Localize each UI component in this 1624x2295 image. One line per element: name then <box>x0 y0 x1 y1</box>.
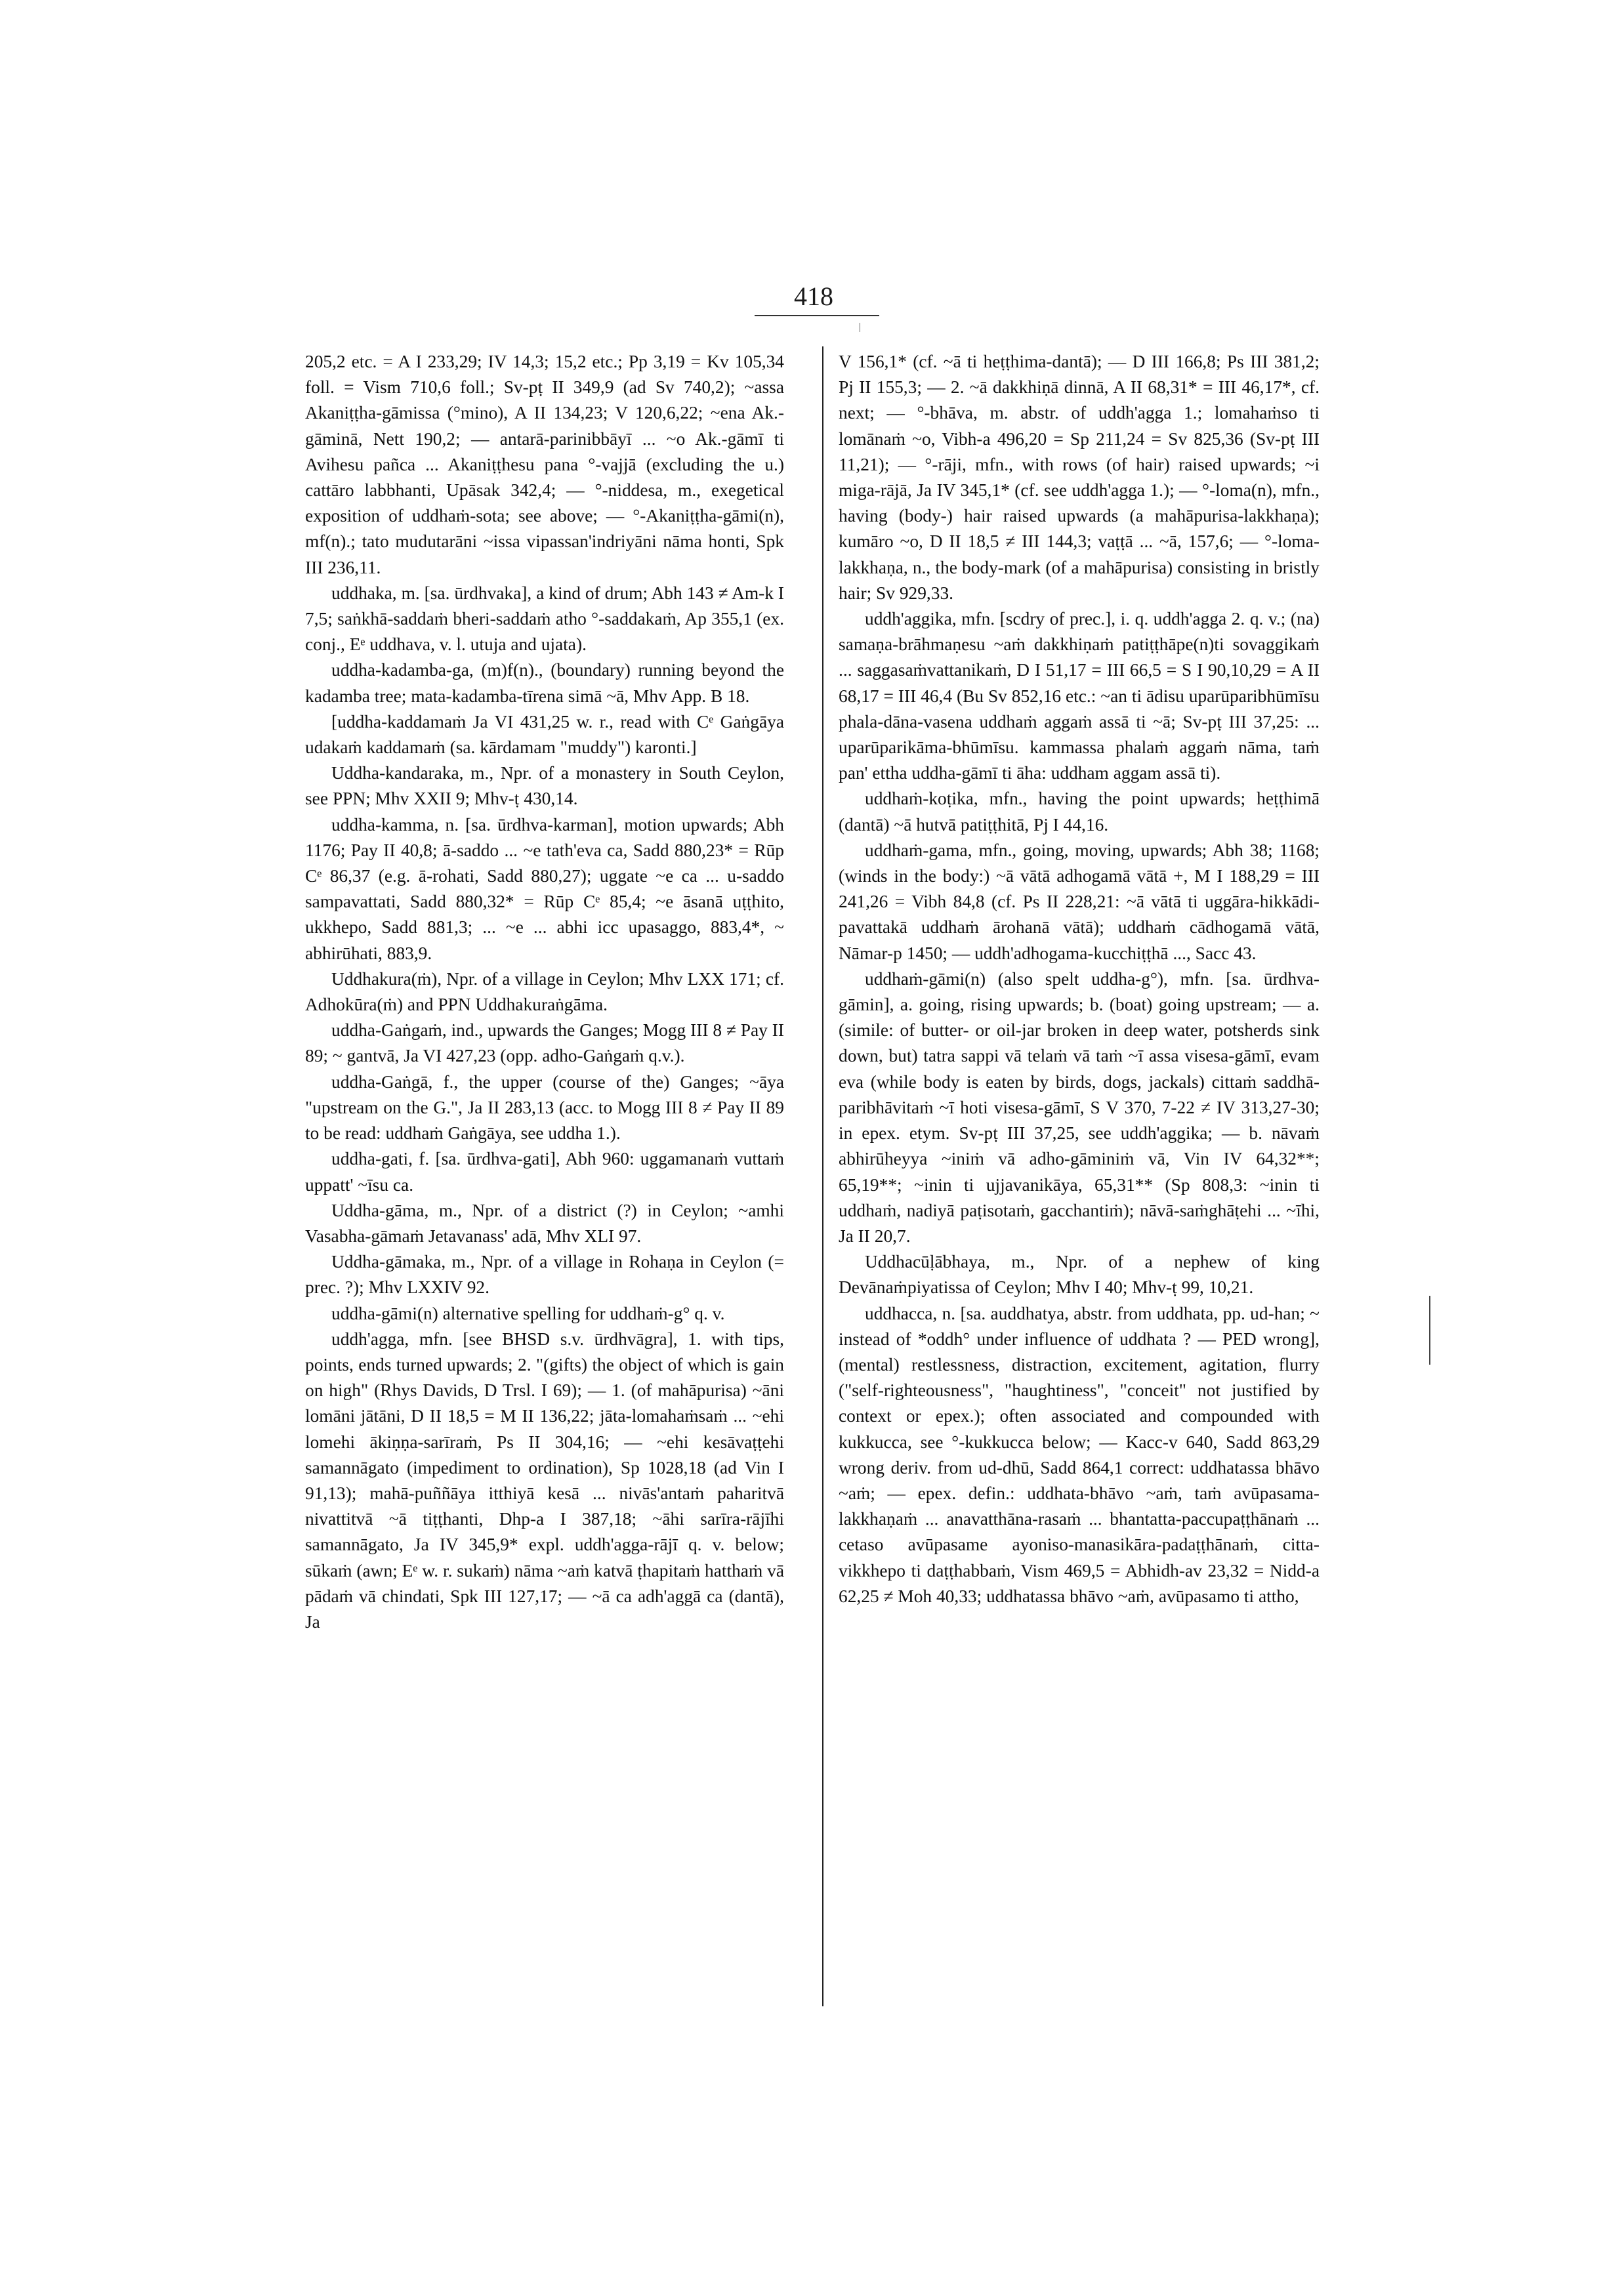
dictionary-entry: Uddhakura(ṁ), Npr. of a village in Ceylon; Mhv LXX 171; cf. Adhokūra(ṁ) and PPN Uddhakuraṅgāma. <box>305 968 784 1015</box>
dictionary-entry: uddhaṁ-gama, mfn., going, moving, upwards; Abh 38; 1168; (winds in the body:) ~ā vātā adhogamā vātā +, M I 188,29 = III 241,26 = Vibh 84,8 (cf. Ps II 228,21: ~ā vātā ti uggāra-hikkādi-pavattakā uddhaṁ ārohanā vātā); uddhaṁ cādhogamā vātā, Nāmar-p 1450; — uddh'adhogama-kucchiṭṭhā ..., Sacc 43. <box>839 840 1320 963</box>
dictionary-entry: 205,2 etc. = A I 233,29; IV 14,3; 15,2 etc.; Pp 3,19 = Kv 105,34 foll. = Vism 710,6 foll.; Sv-pṭ II 349,9 (ad Sv 740,2); ~assa Akaniṭṭha-gāmissa (°mino), A II 134,23; V 120,6,22; ~ena Ak.-gāminā, Nett 190,2; — antarā-parinibbāyī ... ~o Ak.-gāmī ti Avihesu pañca ... Akaniṭṭhesu pana °-vajjā (excluding the u.) cattāro labbhanti, Upāsak 342,4; — °-niddesa, m., exegetical exposition of uddhaṁ-sota; see above; — °-Akaniṭṭha-gāmi(n), mf(n).; tato mudutarāni ~issa vipassan'indriyāni nāma honti, Spk III 236,11. <box>305 352 784 577</box>
dictionary-entry: uddh'aggika, mfn. [scdry of prec.], i. q. uddh'agga 2. q. v.; (na) samaṇa-brāhmaṇesu ~aṁ dakkhiṇaṁ patiṭṭhāpe(n)ti sovaggikaṁ ... saggasaṁvattanikaṁ, D I 51,17 = III 66,5 = S I 90,10,29 = A II 68,17 = III 46,4 (Bu Sv 852,16 etc.: ~an ti ādisu uparūparibhūmīsu phala-dāna-vasena uddhaṁ aggaṁ assā ti ~ā; Sv-pṭ III 37,25: ... uparūparikāma-bhūmīsu. kammassa phalaṁ aggaṁ nāma, taṁ pan' ettha uddha-gāmī ti āha: uddham aggam assā ti). <box>839 609 1320 783</box>
dictionary-entry: uddhaṁ-gāmi(n) (also spelt uddha-g°), mfn. [sa. ūrdhva-gāmin], a. going, rising upwards; b. (boat) going upstream; — a. (simile: of butter- or oil-jar broken in deep water, potsherds sink down, but) tatra sappi vā telaṁ vā taṁ ~ī assa visesa-gāmī, evam eva (while body is eaten by birds, dogs, jackals) cittaṁ saddhā-paribhāvitaṁ ~ī hoti visesa-gāmī, S V 370, 7-22 ≠ IV 313,27-30; in epex. etym. Sv-pṭ III 37,25, see uddh'aggika; — b. nāvaṁ abhirūheyya ~iniṁ vā adho-gāminiṁ vā, Vin IV 64,32**; 65,19**; ~inin ti ujjavanikāya, 65,31** (Sp 808,3: ~inin ti uddhaṁ, nadiyā paṭisotaṁ, gacchantiṁ); nāvā-saṁghāṭehi ... ~īhi, Ja II 20,7. <box>839 968 1320 1246</box>
left-column <box>305 349 784 2048</box>
header-rule <box>755 315 879 316</box>
column-divider <box>822 346 823 2006</box>
dictionary-entry: Uddha-gāmaka, m., Npr. of a village in Rohaṇa in Ceylon (= prec. ?); Mhv LXXIV 92. <box>305 1252 784 1298</box>
dictionary-entry: uddha-kadamba-ga, (m)f(n)., (boundary) running beyond the kadamba tree; mata-kadamba-tīrena simā ~ā, Mhv App. B 18. <box>305 660 784 706</box>
dictionary-entry: uddha-kamma, n. [sa. ūrdhva-karman], motion upwards; Abh 1176; Pay II 40,8; ā-saddo ... ~e tath'eva ca, Sadd 880,23* = Rūp Cᵉ 86,37 (e.g. ā-rohati, Sadd 880,27); uggate ~e ca ... u-saddo sampavattati, Sadd 880,32* = Rūp Cᵉ 85,4; ~e āsanā uṭṭhito, ukkhepo, Sadd 881,3; ... ~e ... abhi icc upasaggo, 883,4*, ~ abhirūhati, 883,9. <box>305 814 784 963</box>
dictionary-entry: uddha-Gaṅgā, f., the upper (course of the) Ganges; ~āya "upstream on the G.", Ja II 283,13 (acc. to Mogg III 8 ≠ Pay II 89 to be read: uddhaṁ Gaṅgāya, see uddha 1.). <box>305 1071 784 1144</box>
right-column <box>839 349 1320 2048</box>
dictionary-entry: Uddha-gāma, m., Npr. of a district (?) in Ceylon; ~amhi Vasabha-gāmaṁ Jetavanass' adā, Mhv XLI 97. <box>305 1200 784 1246</box>
dictionary-entry: Uddhacūḷābhaya, m., Npr. of a nephew of king Devānaṁpiyatissa of Ceylon; Mhv I 40; Mhv-ṭ 99, 10,21. <box>839 1252 1320 1298</box>
margin-mark <box>1429 1296 1430 1365</box>
dictionary-entry: V 156,1* (cf. ~ā ti heṭṭhima-dantā); — D III 166,8; Ps III 381,2; Pj II 155,3; — 2. ~ā dakkhiṇā dinnā, A II 68,31* = III 46,17*, cf. next; — °-bhāva, m. abstr. of uddh'agga 1.; lomahaṁso ti lomānaṁ ~o, Vibh-a 496,20 = Sp 211,24 = Sv 825,36 (Sv-pṭ III 11,21); — °-rāji, mfn., with rows (of hair) raised upwards; ~i miga-rājā, Ja IV 345,1* (cf. see uddh'agga 1.); — °-loma(n), mfn., having (body-) hair raised upwards (a mahāpurisa-lakkhaṇa); kumāro ~o, D II 18,5 ≠ III 144,3; vaṭṭā ... ~ā, 157,6; — °-loma-lakkhaṇa, n., the body-mark (of a mahāpurisa) consisting in bristly hair; Sv 929,33. <box>839 352 1320 603</box>
dictionary-entry: [uddha-kaddamaṁ Ja VI 431,25 w. r., read with Cᵉ Gaṅgāya udakaṁ kaddamaṁ (sa. kārdamam "muddy") karonti.] <box>305 711 784 758</box>
dictionary-entry: uddhaṁ-koṭika, mfn., having the point upwards; heṭṭhimā (dantā) ~ā hutvā patiṭṭhitā, Pj I 44,16. <box>839 789 1320 835</box>
dictionary-entry: uddha-gāmi(n) alternative spelling for uddhaṁ-g° q. v. <box>331 1303 725 1323</box>
dictionary-entry: uddhacca, n. [sa. auddhatya, abstr. from uddhata, pp. ud-han; ~ instead of *oddh° under influence of uddhata ? — PED wrong], (mental) restlessness, distraction, excitement, agitation, flurry ("self-righteousness", "haughtiness", "conceit" not justified by context or epex.); often associated and compounded with kukkucca, see °-kukkucca below; — Kacc-v 640, Sadd 863,29 wrong deriv. from ud-dhū, Sadd 864,1 correct: uddhatassa bhāvo ~aṁ; — epex. defin.: uddhata-bhāvo ~aṁ, taṁ avūpasama-lakkhaṇaṁ ... anavatthāna-rasaṁ ... bhantatta-paccupaṭṭhānaṁ ... cetaso avūpasame ayoniso-manasikāra-padaṭṭhānaṁ, citta-vikkhepo ti daṭṭhabbaṁ, Vism 469,5 = Abhidh-av 23,32 = Nidd-a 62,25 ≠ Moh 40,33; uddhatassa bhāvo ~aṁ, avūpasamo ti attho, <box>839 1303 1320 1606</box>
dictionary-entry: uddha-gati, f. [sa. ūrdhva-gati], Abh 960: uggamanaṁ vuttaṁ uppatt' ~īsu ca. <box>305 1149 784 1195</box>
page-number: 418 <box>794 281 833 311</box>
dictionary-entry: uddhaka, m. [sa. ūrdhvaka], a kind of drum; Abh 143 ≠ Am-k I 7,5; saṅkhā-saddaṁ bheri-saddaṁ atho °-saddakaṁ, Ap 355,1 (ex. conj., Eᵉ uddhava, v. l. utuja and ujata). <box>305 583 784 655</box>
dictionary-entry: Uddha-kandaraka, m., Npr. of a monastery in South Ceylon, see PPN; Mhv XXII 9; Mhv-ṭ 430,14. <box>305 763 784 809</box>
dictionary-entry: uddh'agga, mfn. [see BHSD s.v. ūrdhvāgra], 1. with tips, points, ends turned upwards; 2. "(gifts) the object of which is gain on high" (Rhys Davids, D Trsl. I 69); — 1. (of mahāpurisa) ~āni lomāni jātāni, D II 18,5 = M II 136,22; jāta-lomahaṁsaṁ ... ~ehi lomehi ākiṇṇa-sarīraṁ, Ps II 304,16; — ~ehi kesāvaṭṭehi samannāgato (impediment to ordination), Sp 1028,18 (ad Vin I 91,13); mahā-puññāya itthiyā kesā ... nivās'antaṁ paharitvā nivattitvā ~ā tiṭṭhanti, Dhp-a I 387,18; ~āhi sarīra-rājīhi samannāgato, Ja IV 345,9* expl. uddh'agga-rājī q. v. below; sūkaṁ (awn; Eᵉ w. r. sukaṁ) nāma ~aṁ katvā ṭhapitaṁ hatthaṁ vā pādaṁ vā chindati, Spk III 127,17; — ~ā ca adh'aggā ca (dantā), Ja <box>305 1329 784 1632</box>
dictionary-entry: uddha-Gaṅgaṁ, ind., upwards the Ganges; Mogg III 8 ≠ Pay II 89; ~ gantvā, Ja VI 427,23 (opp. adho-Gaṅgaṁ q.v.). <box>305 1020 784 1066</box>
